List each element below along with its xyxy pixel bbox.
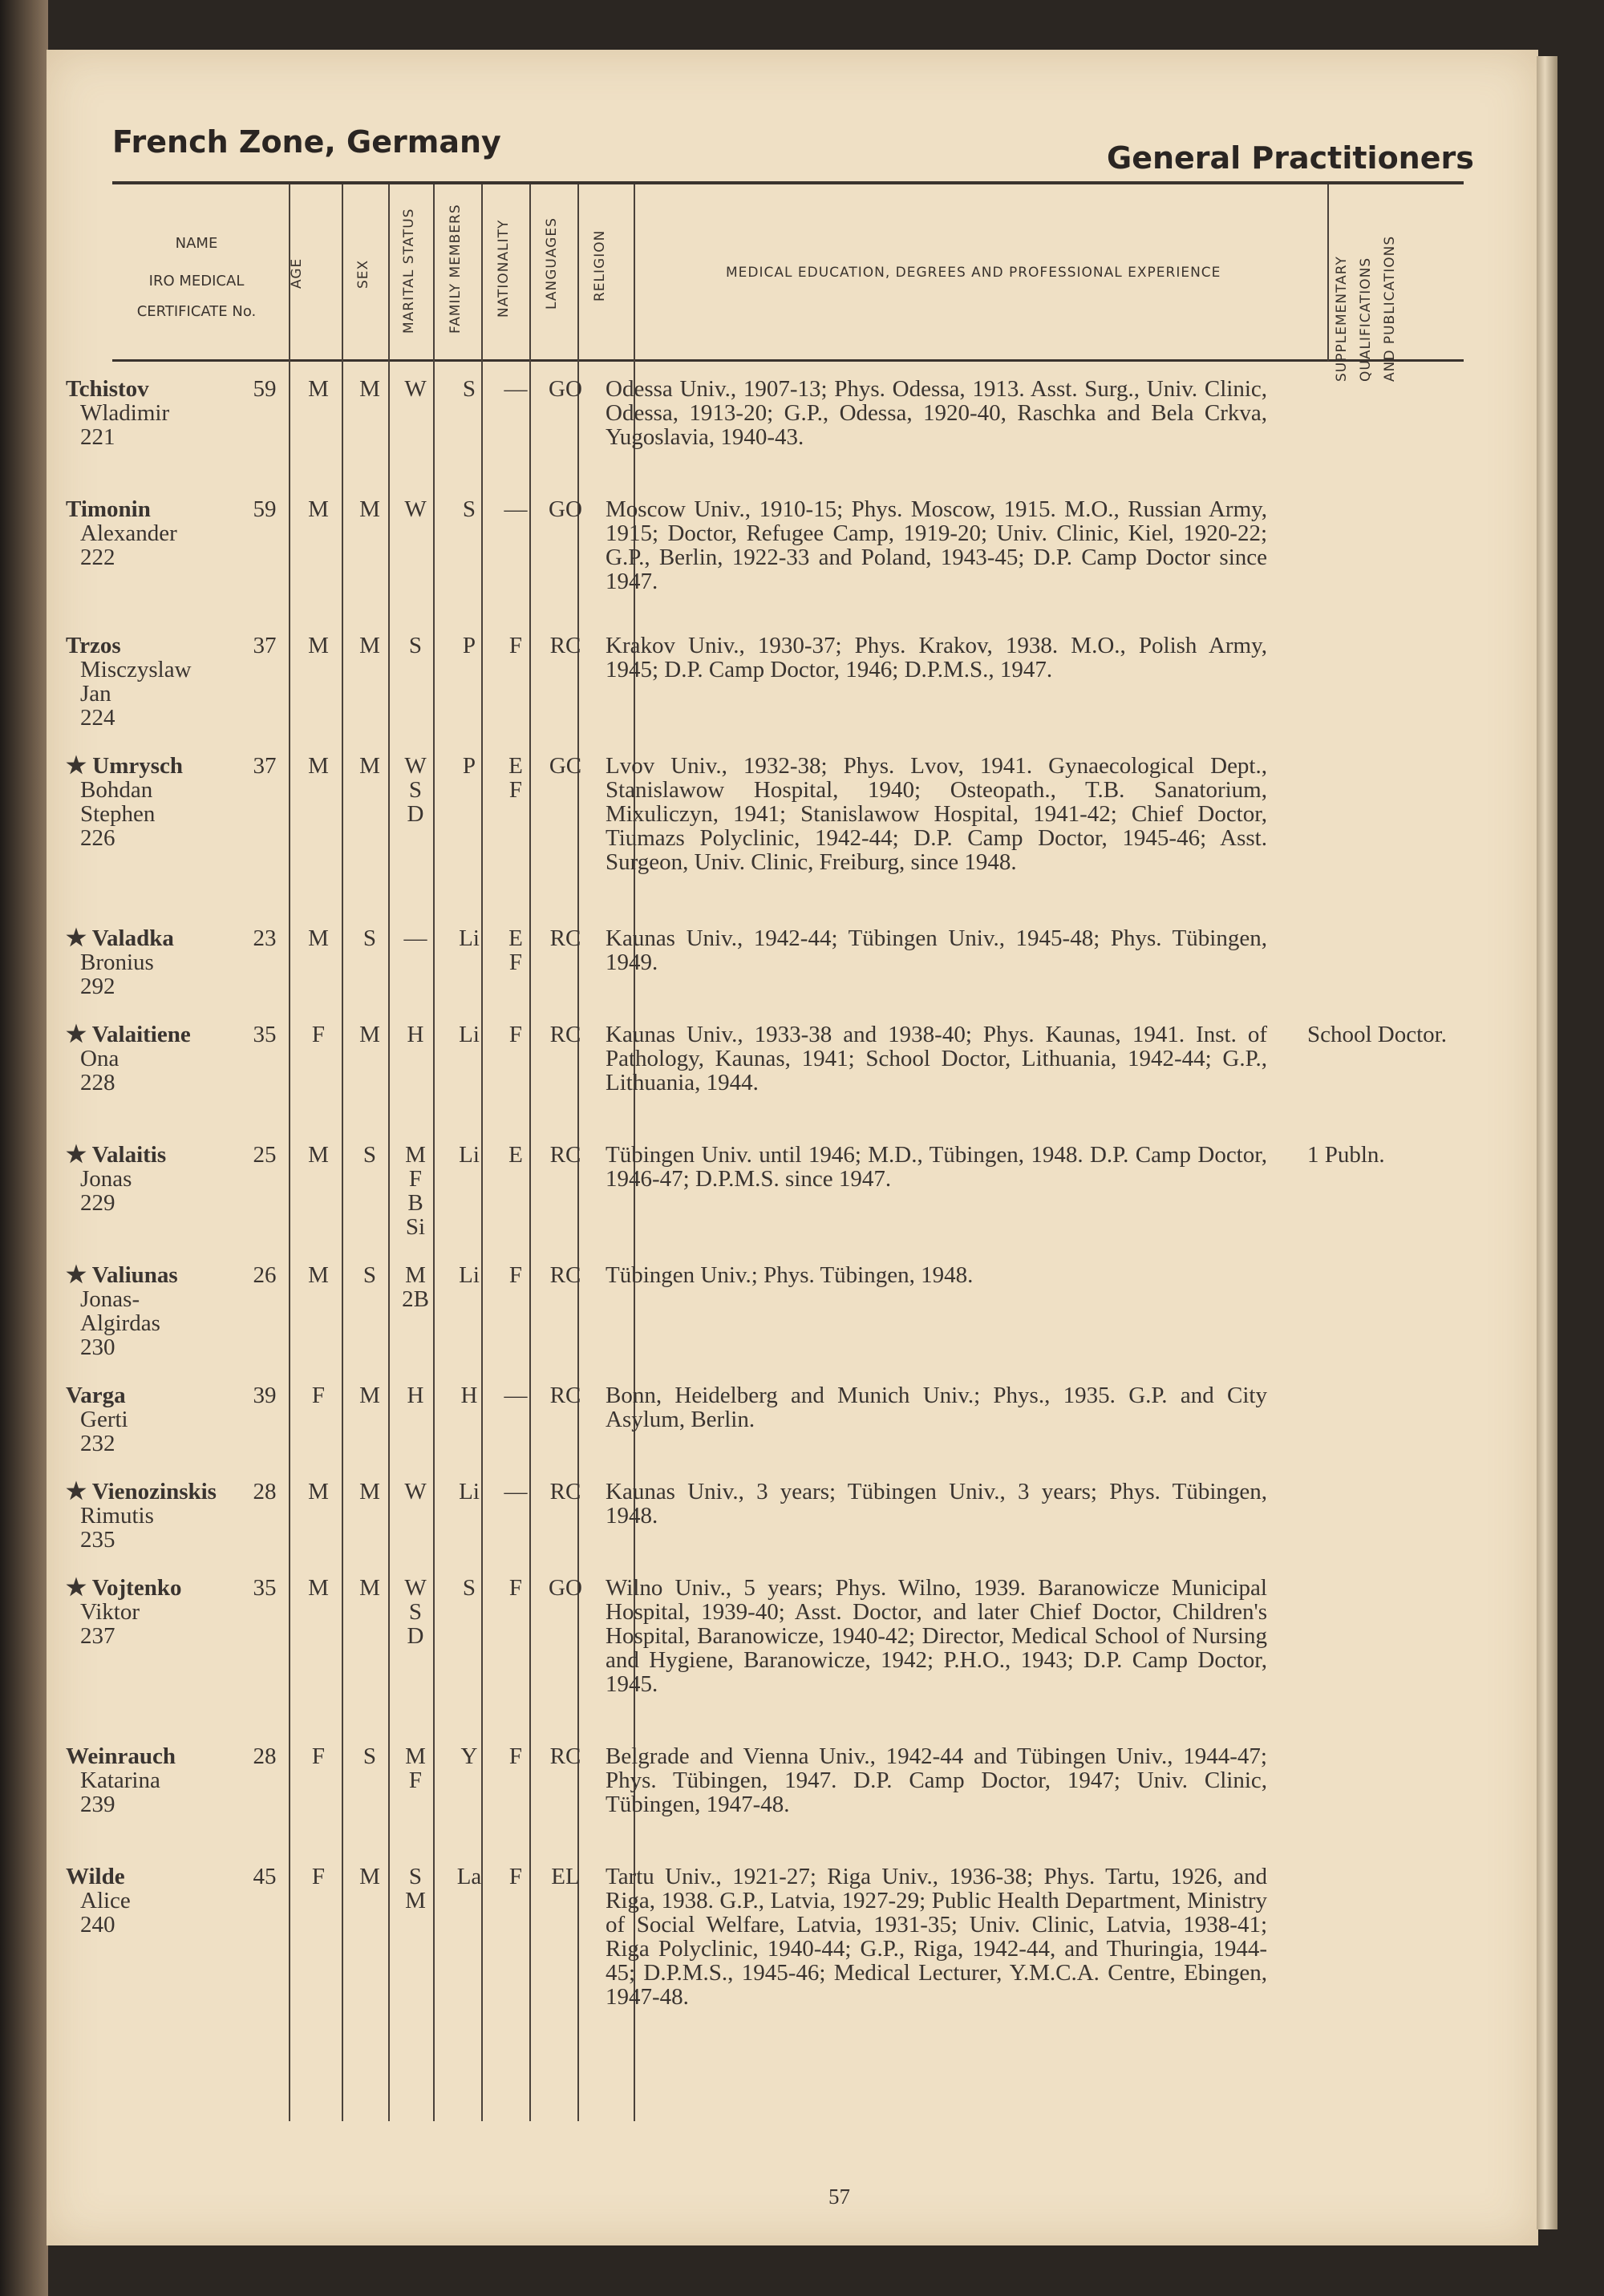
entry-family: S <box>408 633 423 658</box>
entry-education: Kaunas Univ., 1942-44; Tübingen Univ., 1945-48; Phys. Tübingen, 1949. <box>606 925 1267 975</box>
entry-languages: — <box>504 376 528 402</box>
entry-nationality: S <box>462 376 476 402</box>
entry-given-name: Bohdan <box>80 777 153 803</box>
entry-nationality: Li <box>459 1262 480 1288</box>
entry-nationality: P <box>462 633 476 658</box>
entry-languages: E F <box>508 753 523 803</box>
entry-surname: Vienozinskis <box>91 1479 217 1504</box>
entry-surname: Tchistov <box>66 376 149 402</box>
entry-given-name: Katarina <box>80 1768 160 1793</box>
entry-certificate: 221 <box>80 424 115 450</box>
entry-sex: M <box>308 1575 329 1601</box>
entry-education: Tartu Univ., 1921-27; Riga Univ., 1936-38; Phys. Tartu, 1926, and Riga, 1938. G.P., Latvia, 1927-29; Public Health Department, Ministry of Social Welfare, Latvia, 1931-35; Univ. Clinic, Latvia, 1938-41; Riga Polyclinic, 1940-44; G.P., Riga, 1942-44, and Thuringia, 1944-45; D.P.M.S., 1945-46; Medical Lecturer, Y.M.C.A. Centre, Ebingen, 1947-48. <box>606 1864 1267 2010</box>
entry-surname: Varga <box>66 1383 126 1408</box>
entry-languages: F <box>508 1022 523 1047</box>
entry-surname: Vojtenko <box>91 1575 182 1601</box>
book-gutter-left <box>0 0 48 2296</box>
entry-sex: M <box>308 1479 329 1504</box>
entry-languages: F <box>508 1262 523 1288</box>
entry-certificate: 230 <box>80 1334 115 1360</box>
entry-family: — <box>403 925 427 951</box>
entry-age: 39 <box>253 1383 277 1408</box>
col-divider <box>1327 184 1329 361</box>
entry-nationality: Li <box>459 925 480 951</box>
entry-religion: RC <box>549 1142 581 1168</box>
entry-nationality: H <box>460 1383 478 1408</box>
entry-given-name: Algirdas <box>80 1310 160 1336</box>
entry-nationality: Li <box>459 1479 480 1504</box>
entry-nationality: Li <box>459 1142 480 1168</box>
entry-religion: RC <box>549 1262 581 1288</box>
entry-certificate: 229 <box>80 1190 115 1216</box>
entry-religion: RC <box>549 1743 581 1769</box>
entry-supplementary: 1 Publn. <box>1307 1142 1385 1168</box>
entry-family: S M <box>405 1864 426 1913</box>
entry-education: Lvov Univ., 1932-38; Phys. Lvov, 1941. Gynaecological Dept., Stanislawow Hospital, 1940; Osteopath., T.B. Sanatorium, Mixuliczyn, 1941; Stanislawow Hospital, 1941-42; Chief Doctor, Tiumazs Polyclinic, 1942-44; D.P. Camp Doctor, 1945-46; Asst. Surgeon, Univ. Clinic, Freiburg, since 1948. <box>606 753 1267 875</box>
entry-marital: S <box>363 1743 377 1769</box>
star-marker: ★ <box>66 1022 92 1047</box>
entry-family: M F <box>405 1743 426 1793</box>
entry-age: 59 <box>253 376 277 402</box>
entry-family: W <box>404 376 427 402</box>
entry-given-name: Jan <box>80 681 111 707</box>
entry-sex: F <box>311 1864 326 1889</box>
sex-heading: SEX <box>355 259 371 289</box>
star-marker: ★ <box>66 1262 92 1288</box>
entry-certificate: 222 <box>80 545 115 570</box>
entry-family: M F B Si <box>405 1142 426 1240</box>
entry-family: W S D <box>404 1575 427 1649</box>
entry-marital: M <box>359 1383 380 1408</box>
header-rule-top <box>112 181 1464 184</box>
entry-sex: F <box>311 1022 326 1047</box>
entry-sex: M <box>308 1262 329 1288</box>
entry-age: 25 <box>253 1142 277 1168</box>
entry-languages: — <box>504 1383 528 1408</box>
entry-sex: F <box>311 1383 326 1408</box>
entry-age: 23 <box>253 925 277 951</box>
entry-given-name: Ona <box>80 1046 119 1071</box>
entry-family: M 2B <box>402 1262 429 1312</box>
entry-age: 37 <box>253 753 277 779</box>
entry-given-name: Bronius <box>80 950 154 975</box>
entry-languages: F <box>508 1743 523 1769</box>
supp-heading-2: QUALIFICATIONS <box>1358 257 1374 382</box>
entry-marital: S <box>363 925 377 951</box>
entry-family: W <box>404 1479 427 1504</box>
entry-marital: M <box>359 753 380 779</box>
entry-education: Moscow Univ., 1910-15; Phys. Moscow, 1915. M.O., Russian Army, 1915; Doctor, Refugee Camp, 1919-20; Univ. Clinic, Kiel, 1920-22; G.P., Berlin, 1922-33 and Poland, 1943-45; D.P. Camp Doctor since 1947. <box>606 496 1267 594</box>
entry-nationality: La <box>456 1864 482 1889</box>
entry-given-name: Gerti <box>80 1407 128 1432</box>
entry-given-name: Misczyslaw <box>80 657 192 682</box>
entry-languages: — <box>504 496 528 522</box>
entry-marital: S <box>363 1142 377 1168</box>
entry-religion: GC <box>549 753 582 779</box>
entry-given-name: Rimutis <box>80 1503 154 1529</box>
entry-given-name: Jonas <box>80 1166 132 1192</box>
entry-marital: M <box>359 376 380 402</box>
entry-surname: Valadka <box>91 925 174 951</box>
name-heading-line2: IRO MEDICAL <box>148 273 245 290</box>
entry-certificate: 226 <box>80 825 115 851</box>
entry-marital: S <box>363 1262 377 1288</box>
star-marker: ★ <box>66 925 92 951</box>
entry-languages: E F <box>508 925 523 975</box>
entry-family: H <box>407 1383 424 1408</box>
entry-languages: F <box>508 1575 523 1601</box>
entry-marital: M <box>359 1864 380 1889</box>
entry-certificate: 239 <box>80 1792 115 1817</box>
entry-religion: RC <box>549 633 581 658</box>
entry-education: Bonn, Heidelberg and Munich Univ.; Phys., 1935. G.P. and City Asylum, Berlin. <box>606 1383 1267 1432</box>
entry-age: 28 <box>253 1479 277 1504</box>
entry-nationality: S <box>462 496 476 522</box>
entry-given-name: Wladimir <box>80 400 170 426</box>
entry-languages: — <box>504 1479 528 1504</box>
entry-sex: M <box>308 633 329 658</box>
entry-given-name: Alice <box>80 1888 131 1913</box>
entry-certificate: 292 <box>80 974 115 999</box>
marital-heading: MARITAL STATUS <box>401 208 417 334</box>
entry-surname: Valiunas <box>91 1262 178 1288</box>
entry-surname: Valaitis <box>91 1142 167 1168</box>
entry-education: Krakov Univ., 1930-37; Phys. Krakov, 1938. M.O., Polish Army, 1945; D.P. Camp Doctor, 1946; D.P.M.S., 1947. <box>606 633 1267 682</box>
entry-education: Wilno Univ., 5 years; Phys. Wilno, 1939. Baranowicze Municipal Hospital, 1939-40; Asst. Doctor, and later Chief Doctor, Children's Hospital, Baranowicze, 1940-42; Director, Medical School of Nursing and Hygiene, Baranowicze, 1942; P.H.O., 1943; D.P. Camp Doctor, 1945. <box>606 1575 1267 1697</box>
entry-religion: RC <box>549 1479 581 1504</box>
name-column-heading <box>112 225 281 324</box>
entry-given-name: Stephen <box>80 801 156 827</box>
languages-heading: LANGUAGES <box>544 217 560 310</box>
entry-religion: RC <box>549 1383 581 1408</box>
star-marker: ★ <box>66 753 93 779</box>
entry-given-name: Alexander <box>80 520 177 546</box>
star-marker: ★ <box>66 1142 92 1168</box>
entry-sex: M <box>308 925 329 951</box>
entry-surname: Trzos <box>66 633 121 658</box>
entry-sex: F <box>311 1743 326 1769</box>
entry-languages: E <box>508 1142 523 1168</box>
name-heading-line3: CERTIFICATE No. <box>136 303 257 320</box>
supp-heading-3: AND PUBLICATIONS <box>1382 235 1398 382</box>
entry-marital: M <box>359 496 380 522</box>
zone-title: French Zone, Germany <box>112 124 501 160</box>
star-marker: ★ <box>66 1575 92 1601</box>
entry-certificate: 228 <box>80 1070 115 1095</box>
entry-age: 28 <box>253 1743 277 1769</box>
entry-age: 26 <box>253 1262 277 1288</box>
entry-nationality: Li <box>459 1022 480 1047</box>
entry-marital: M <box>359 1575 380 1601</box>
entry-marital: M <box>359 1022 380 1047</box>
entry-religion: EL <box>551 1864 580 1889</box>
entry-religion: GO <box>549 376 582 402</box>
entry-marital: M <box>359 633 380 658</box>
entry-age: 35 <box>253 1575 277 1601</box>
entry-given-name: Viktor <box>80 1599 140 1625</box>
entry-surname: Weinrauch <box>66 1743 176 1769</box>
entry-age: 45 <box>253 1864 277 1889</box>
entry-marital: M <box>359 1479 380 1504</box>
entry-surname: Umrysch <box>92 753 184 779</box>
section-title: General Practitioners <box>1107 140 1474 176</box>
entry-family: W <box>404 496 427 522</box>
entry-education: Tübingen Univ. until 1946; M.D., Tübingen, 1948. D.P. Camp Doctor, 1946-47; D.P.M.S. since 1947. <box>606 1142 1267 1192</box>
entry-certificate: 224 <box>80 705 115 731</box>
entry-sex: M <box>308 376 329 402</box>
entry-sex: M <box>308 1142 329 1168</box>
family-heading: FAMILY MEMBERS <box>448 204 464 334</box>
entry-languages: F <box>508 1864 523 1889</box>
nationality-heading: NATIONALITY <box>496 219 512 318</box>
entry-certificate: 237 <box>80 1623 115 1649</box>
supp-heading-1: SUPPLEMENTARY <box>1334 256 1350 382</box>
entry-certificate: 232 <box>80 1431 115 1456</box>
page-number: 57 <box>828 2185 850 2209</box>
entry-religion: GO <box>549 496 582 522</box>
entry-surname: Wilde <box>66 1864 125 1889</box>
entry-certificate: 235 <box>80 1527 115 1553</box>
entry-surname: Valaitiene <box>91 1022 191 1047</box>
entry-nationality: S <box>462 1575 476 1601</box>
entry-religion: GO <box>549 1575 582 1601</box>
header-rule-bottom <box>112 359 1464 362</box>
col-divider <box>342 184 343 2121</box>
education-heading: MEDICAL EDUCATION, DEGREES AND PROFESSIONAL EXPERIENCE <box>726 265 1221 281</box>
page-stack-edge <box>1537 56 1557 2229</box>
name-heading-line1: NAME <box>175 235 218 252</box>
entry-age: 35 <box>253 1022 277 1047</box>
religion-heading: RELIGION <box>592 229 608 302</box>
entry-family: W S D <box>404 753 427 827</box>
entry-family: H <box>407 1022 424 1047</box>
entry-education: Belgrade and Vienna Univ., 1942-44 and Tübingen Univ., 1944-47; Phys. Tübingen, 1947. D.P. Camp Doctor, 1947; Univ. Clinic, Tübingen, 1947-48. <box>606 1743 1267 1817</box>
entry-sex: M <box>308 496 329 522</box>
entry-religion: RC <box>549 925 581 951</box>
entry-education: Kaunas Univ., 3 years; Tübingen Univ., 3 years; Phys. Tübingen, 1948. <box>606 1479 1267 1529</box>
entry-sex: M <box>308 753 329 779</box>
entry-nationality: Y <box>460 1743 478 1769</box>
entry-education: Tübingen Univ.; Phys. Tübingen, 1948. <box>606 1262 974 1288</box>
entry-religion: RC <box>549 1022 581 1047</box>
age-heading: AGE <box>289 257 305 289</box>
entry-supplementary: School Doctor. <box>1307 1022 1447 1047</box>
entry-age: 37 <box>253 633 277 658</box>
entry-given-name: Jonas- <box>80 1286 140 1312</box>
entry-languages: F <box>508 633 523 658</box>
entry-age: 59 <box>253 496 277 522</box>
entry-nationality: P <box>462 753 476 779</box>
entry-education: Odessa Univ., 1907-13; Phys. Odessa, 1913. Asst. Surg., Univ. Clinic, Odessa, 1913-20; G.P., Odessa, 1920-40, Raschka and Bela Crkva, Yugoslavia, 1940-43. <box>606 376 1267 450</box>
entry-certificate: 240 <box>80 1912 115 1938</box>
star-marker: ★ <box>66 1479 92 1504</box>
entry-surname: Timonin <box>66 496 151 522</box>
entry-education: Kaunas Univ., 1933-38 and 1938-40; Phys. Kaunas, 1941. Inst. of Pathology, Kaunas, 1941; School Doctor, Lithuania, 1942-44; G.P., Lithuania, 1944. <box>606 1022 1267 1095</box>
